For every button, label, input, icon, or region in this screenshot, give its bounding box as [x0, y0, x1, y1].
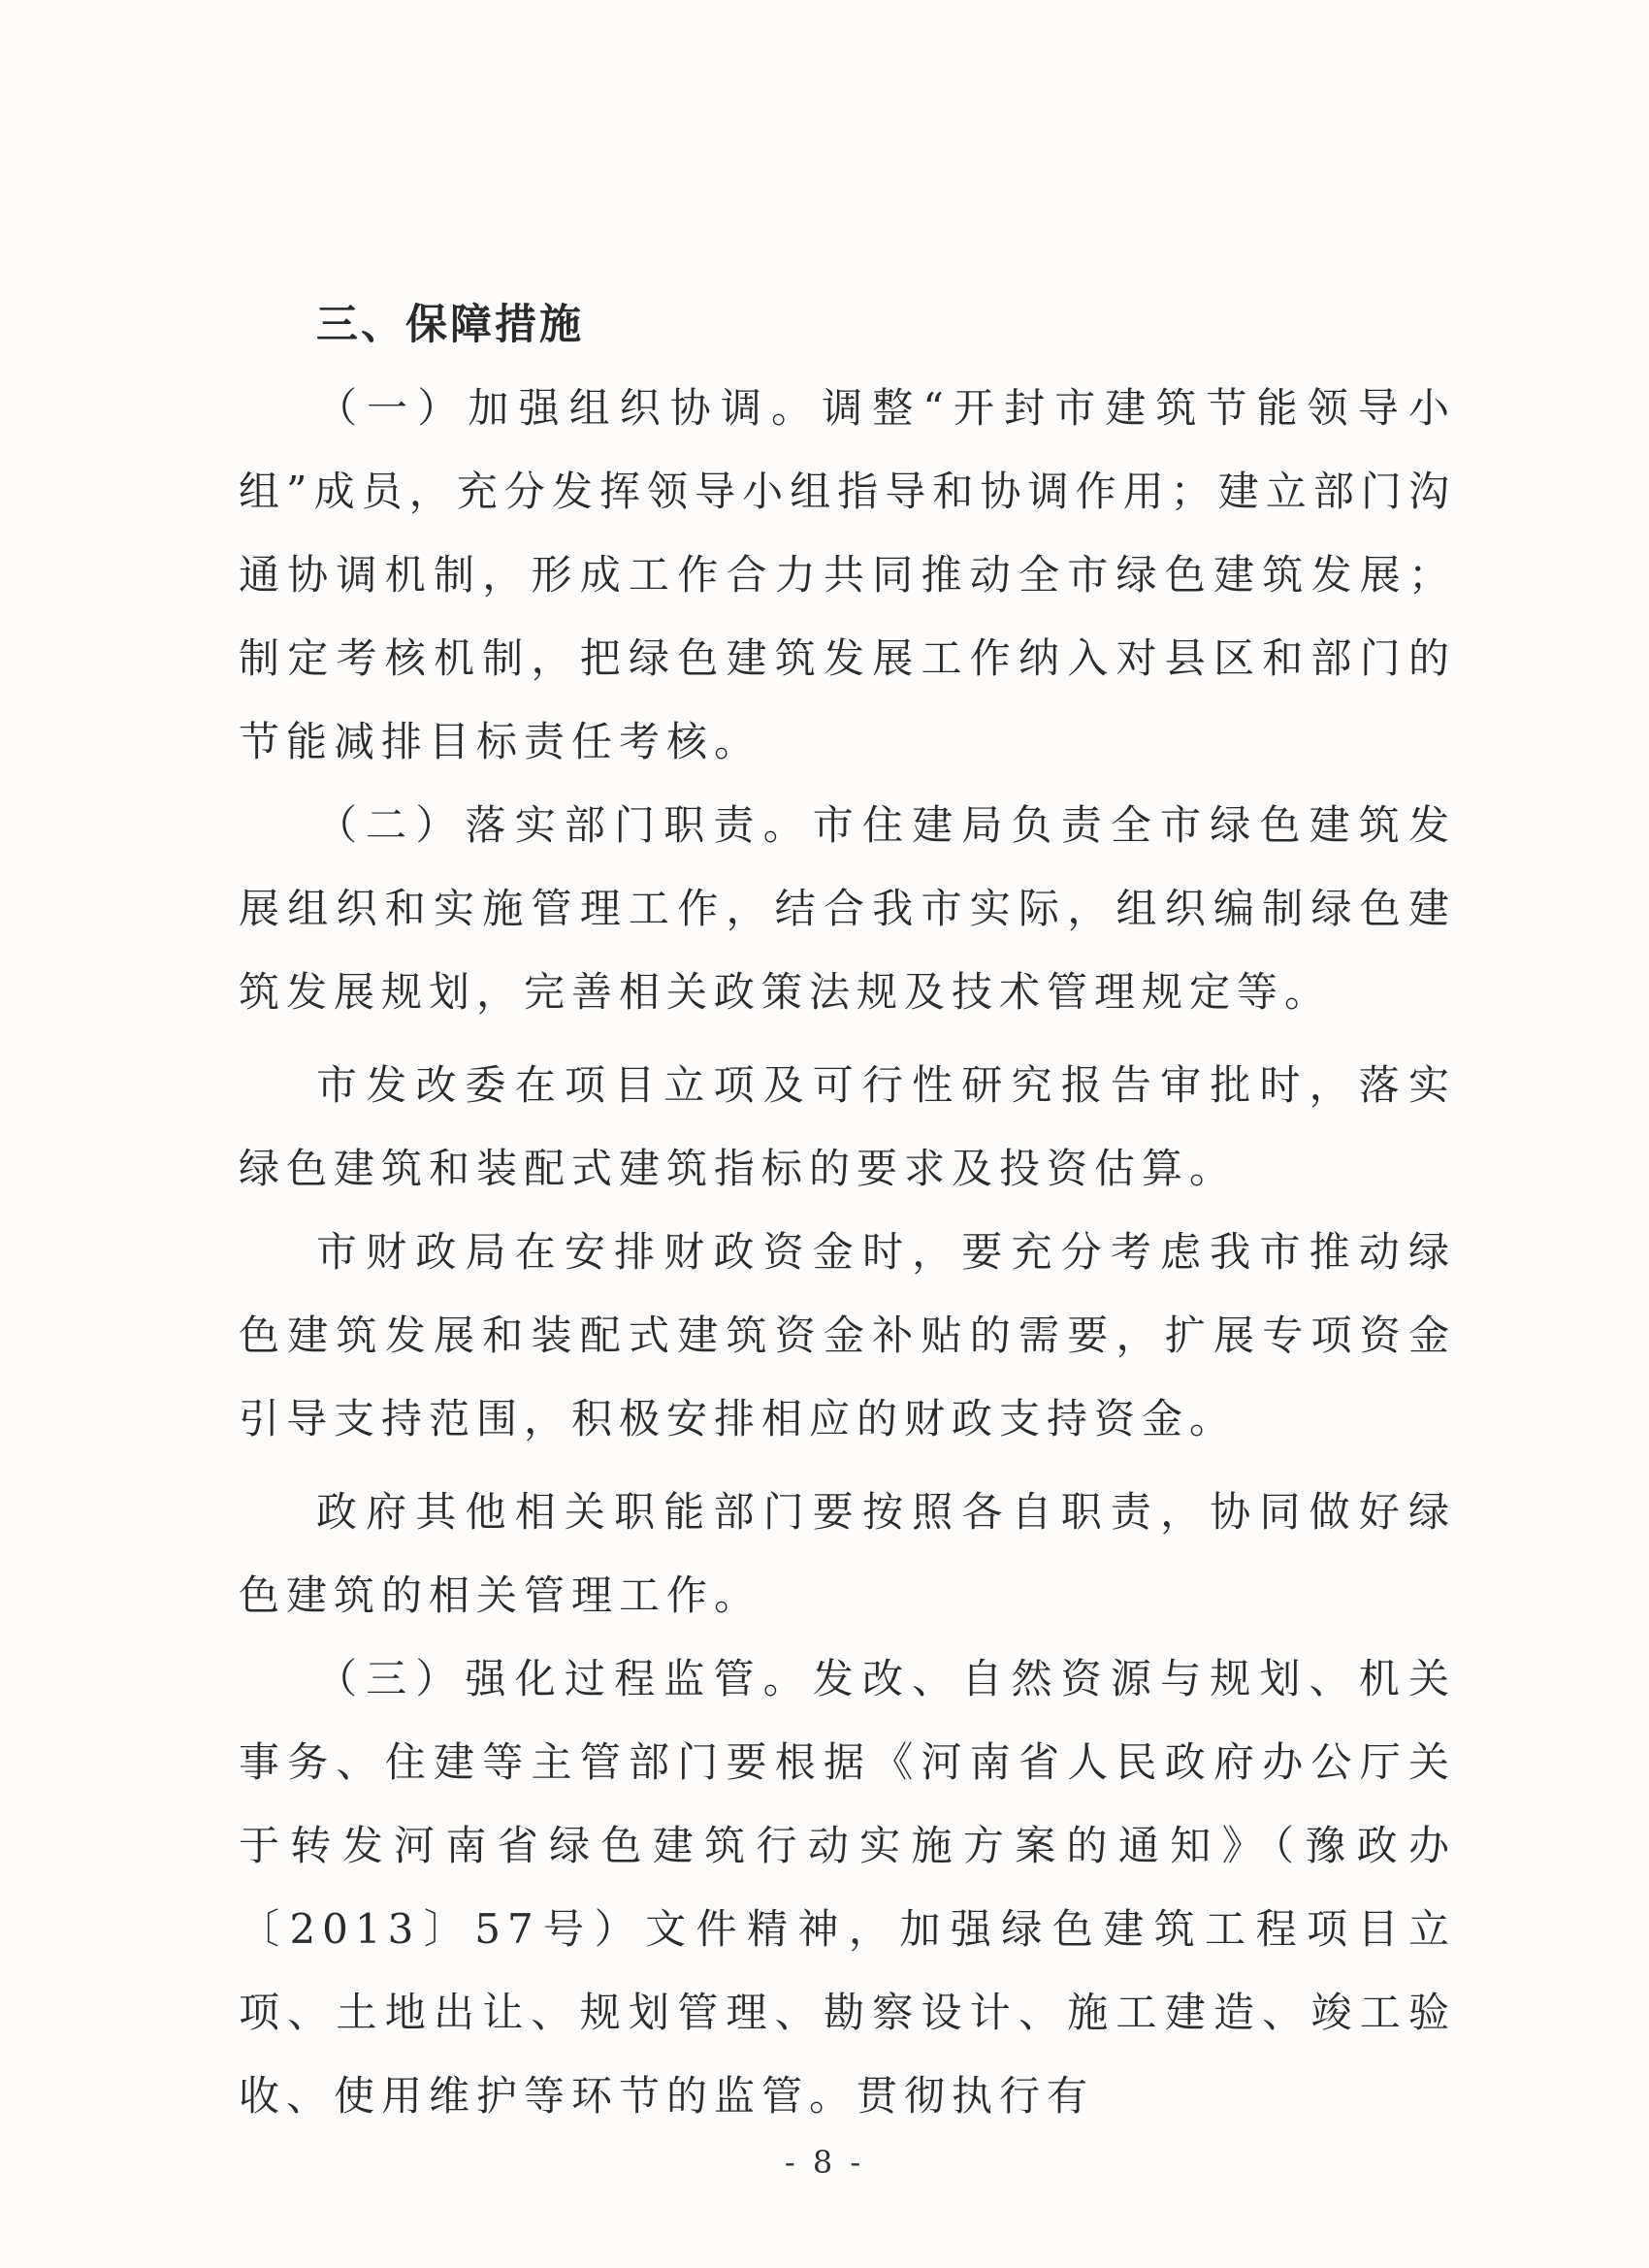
- paragraph-responsibilities: （二）落实部门职责。市住建局负责全市绿色建筑发展组织和实施管理工作，结合我市实际，组织编制绿色建筑发展规划，完善相关政策法规及技术管理规定等。: [239, 801, 1456, 1016]
- paragraph-organization: （一）加强组织协调。调整“开封市建筑节能领导小组”成员，充分发挥领导小组指导和协调作用；建立部门沟通协调机制，形成工作合力共同推动全市绿色建筑发展；制定考核机制，把绿色建筑发展工作纳入对县区和部门的节能减排目标责任考核。: [239, 384, 1456, 765]
- page-number: - 8 -: [784, 2144, 865, 2181]
- paragraph-finance-bureau: 市财政局在安排财政资金时，要充分考虑我市推动绿色建筑发展和装配式建筑资金补贴的需要，扩展专项资金引导支持范围，积极安排相应的财政支持资金。: [239, 1228, 1456, 1442]
- paragraph-development-commission: 市发改委在项目立项及可行性研究报告审批时，落实绿色建筑和装配式建筑指标的要求及投资估算。: [239, 1061, 1456, 1192]
- document-body: [239, 283, 1456, 2138]
- paragraph-supervision: （三）强化过程监管。发改、自然资源与规划、机关事务、住建等主管部门要根据《河南省人民政府办公厅关于转发河南省绿色建筑行动实施方案的通知》（豫政办〔2013〕57号）文件精神，加强绿色建筑工程项目立项、土地出让、规划管理、勘察设计、施工建造、竣工验收、使用维护等环节的监管。贯彻执行有: [239, 1655, 1456, 2120]
- paragraph-other-departments: 政府其他相关职能部门要按照各自职责，协同做好绿色建筑的相关管理工作。: [239, 1488, 1456, 1619]
- section-heading: 三、保障措施: [316, 301, 584, 349]
